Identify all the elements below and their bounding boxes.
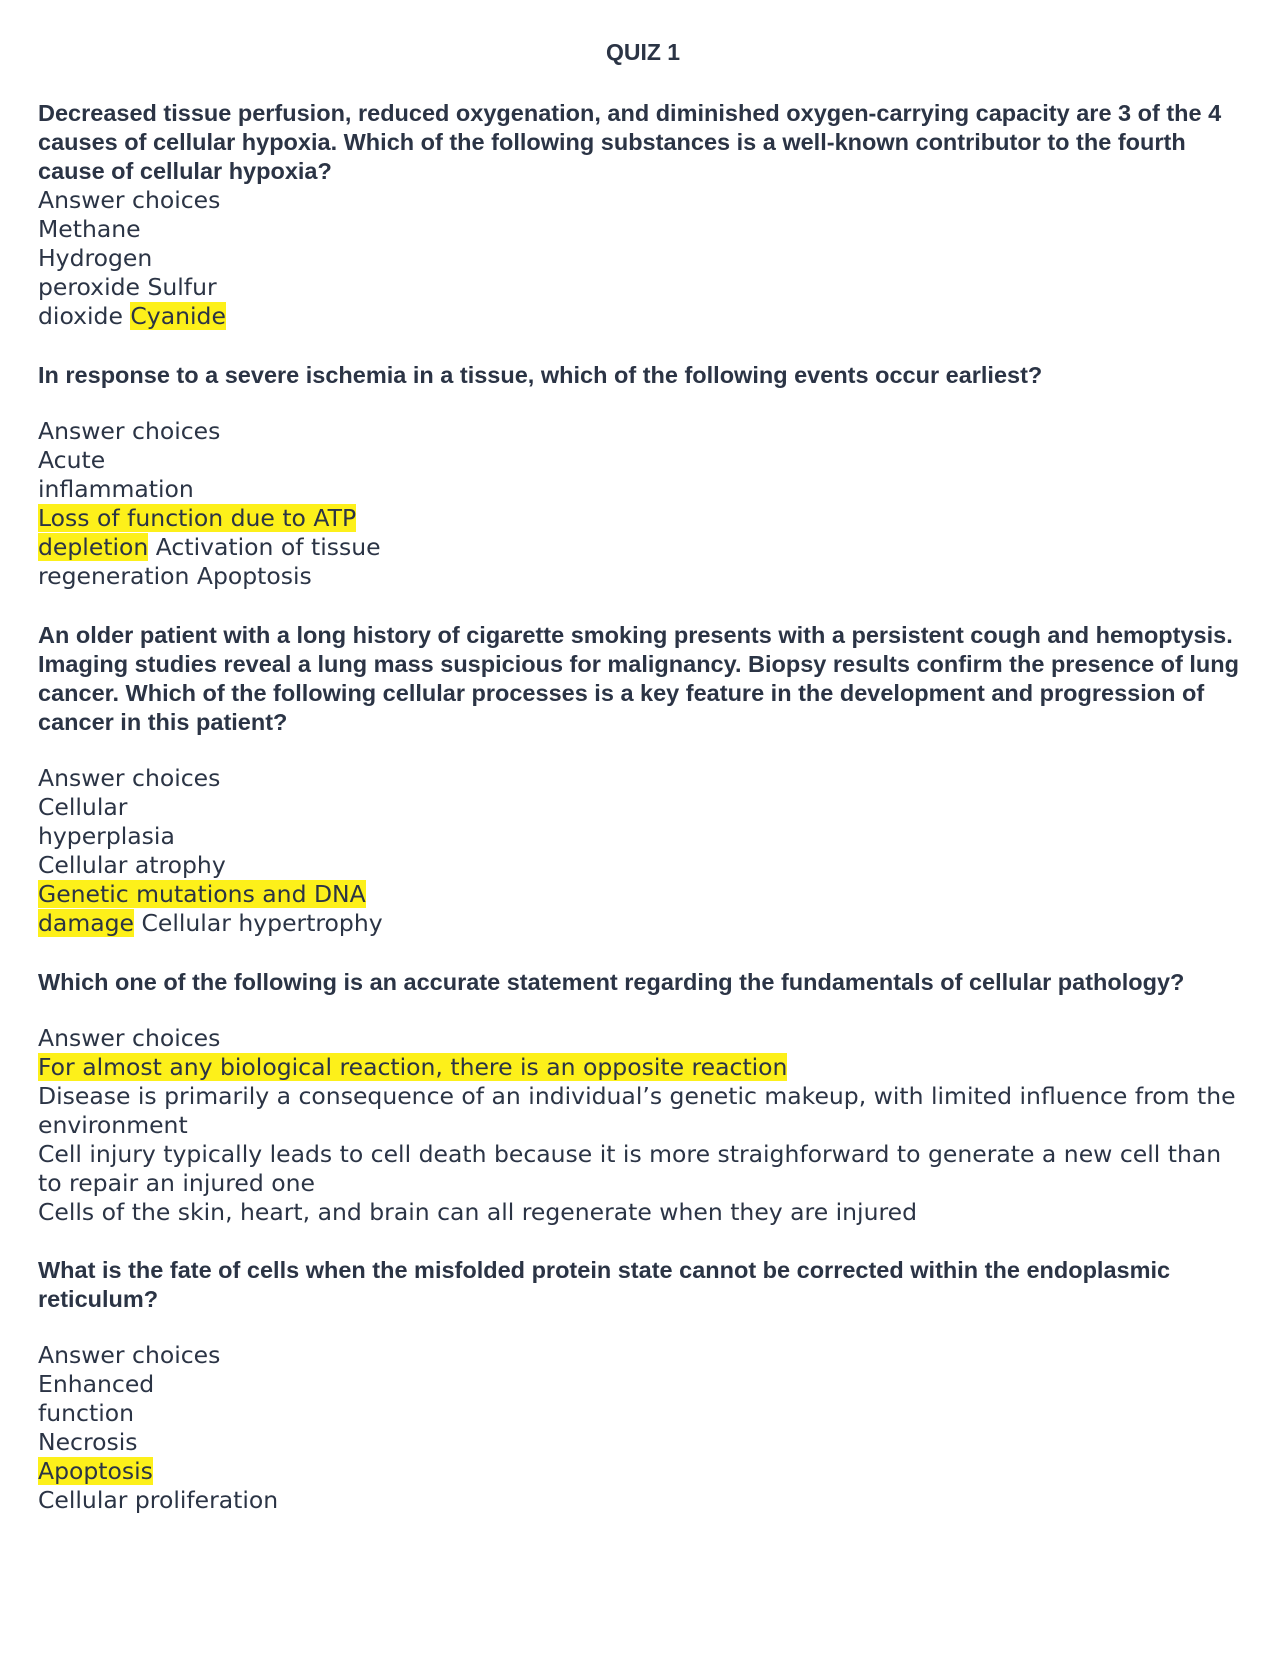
answer-line bbox=[38, 1053, 1248, 1082]
answer-line: function bbox=[38, 1399, 134, 1427]
answer-line bbox=[38, 504, 1248, 533]
correct-answer-highlight: Apoptosis bbox=[38, 1457, 153, 1485]
answer-line: Acute bbox=[38, 446, 106, 474]
question-block-2 bbox=[38, 361, 1248, 591]
correct-answer-highlight: Genetic mutations and DNA bbox=[38, 880, 366, 908]
answer-list bbox=[38, 1024, 1248, 1227]
answer-list bbox=[38, 186, 1248, 331]
correct-answer-highlight: damage bbox=[38, 909, 134, 937]
answer-line: Cellular atrophy bbox=[38, 851, 226, 879]
answer-line: dioxide Cyanide bbox=[38, 302, 226, 330]
question-block-1 bbox=[38, 99, 1248, 331]
answer-list bbox=[38, 1341, 1248, 1515]
answer-line: peroxide Sulfur bbox=[38, 273, 217, 301]
question-prompt: In response to a severe ischemia in a tissue, which of the following events occur earliest? bbox=[38, 362, 1043, 388]
answer-line bbox=[38, 880, 1248, 909]
question-block-5 bbox=[38, 1256, 1248, 1515]
correct-answer-highlight: depletion bbox=[38, 533, 149, 561]
correct-answer-highlight: Loss of function due to ATP bbox=[38, 504, 357, 532]
answer-line: hyperplasia bbox=[38, 822, 175, 850]
document-page bbox=[38, 32, 1248, 1515]
answer-line: Cellular proliferation bbox=[38, 1486, 279, 1514]
question-prompt: An older patient with a long history of cigarette smoking presents with a persistent cough and hemoptysis. Imaging studies reveal a lung mass suspicious for malignancy. Biopsy results confirm the presence of lung cancer. Which of the following cellular processes is a key feature in the development and progression of cancer in this patient? bbox=[38, 622, 1239, 735]
answer-line: Enhanced bbox=[38, 1370, 155, 1398]
answer-line: Hydrogen bbox=[38, 244, 153, 272]
question-block-3 bbox=[38, 621, 1248, 938]
answer-line: Methane bbox=[38, 215, 141, 243]
correct-answer-highlight: For almost any biological reaction, there is an opposite reaction bbox=[38, 1053, 788, 1081]
answer-choices-label: Answer choices bbox=[38, 1024, 221, 1052]
answer-line: Cells of the skin, heart, and brain can all regenerate when they are injured bbox=[38, 1198, 918, 1226]
answer-choices-label: Answer choices bbox=[38, 417, 221, 445]
answer-list bbox=[38, 764, 1248, 938]
correct-answer-highlight: Cyanide bbox=[130, 302, 226, 330]
answer-line: damage Cellular hypertrophy bbox=[38, 909, 383, 937]
answer-line: inflammation bbox=[38, 475, 194, 503]
answer-choices-label: Answer choices bbox=[38, 1341, 221, 1369]
answer-list bbox=[38, 417, 1248, 591]
answer-line: Cell injury typically leads to cell death because it is more straighforward to generate a new cell than to repair an injured one bbox=[38, 1140, 1222, 1197]
question-prompt: Decreased tissue perfusion, reduced oxygenation, and diminished oxygen-carrying capacity are 3 of the 4 causes of cellular hypoxia. Which of the following substances is a well-known contributor to the fourth cause of cellular hypoxia? bbox=[38, 100, 1222, 184]
question-prompt: Which one of the following is an accurate statement regarding the fundamentals of cellular pathology? bbox=[38, 969, 1185, 995]
answer-line: depletion Activation of tissue bbox=[38, 533, 381, 561]
question-prompt: What is the fate of cells when the misfolded protein state cannot be corrected within the endoplasmic reticulum? bbox=[38, 1257, 1171, 1312]
answer-line: Disease is primarily a consequence of an individual’s genetic makeup, with limited influence from the environment bbox=[38, 1082, 1236, 1139]
answer-line: Cellular bbox=[38, 793, 128, 821]
answer-line: regeneration Apoptosis bbox=[38, 562, 312, 590]
answer-line bbox=[38, 1457, 1248, 1486]
question-block-4 bbox=[38, 968, 1248, 1227]
answer-choices-label: Answer choices bbox=[38, 764, 221, 792]
page-title: QUIZ 1 bbox=[605, 39, 681, 65]
answer-line: Necrosis bbox=[38, 1428, 138, 1456]
answer-choices-label: Answer choices bbox=[38, 186, 221, 214]
